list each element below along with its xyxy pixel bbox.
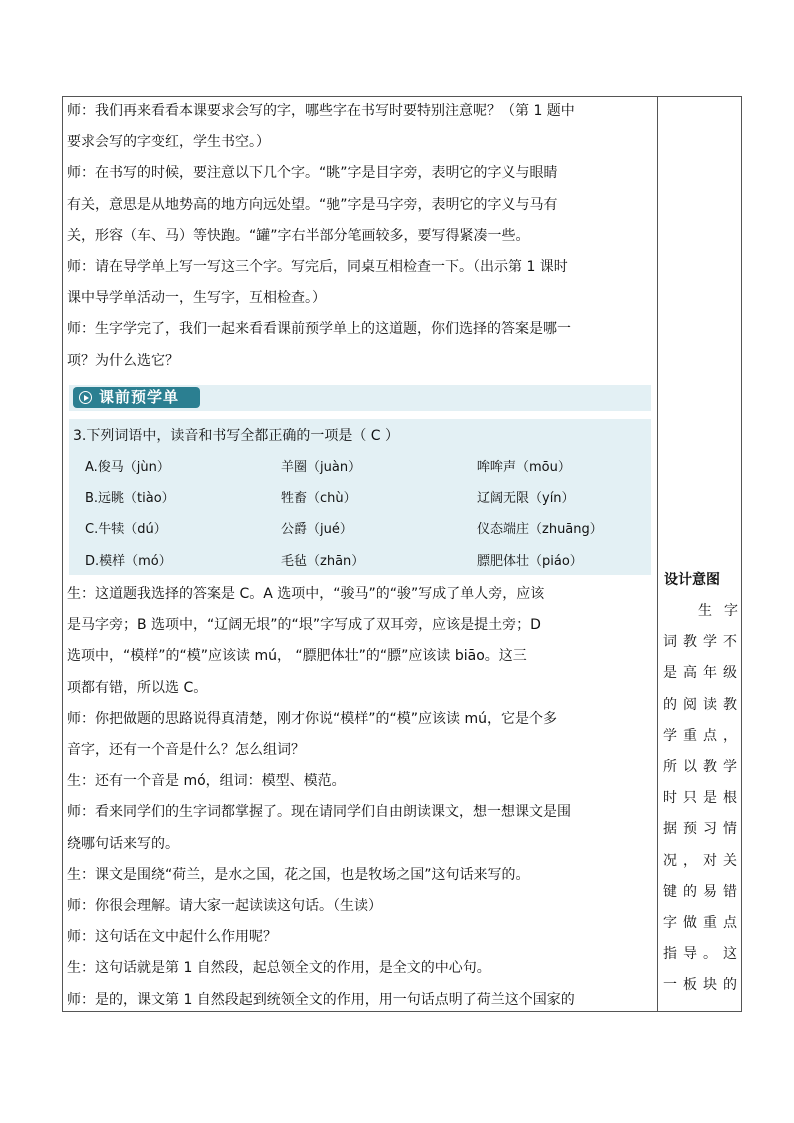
design-intent-line: 据预习情	[663, 821, 737, 838]
design-intent-line: 字做重点	[663, 915, 737, 931]
design-intent-title: 设计意图	[664, 572, 720, 588]
quiz-option: 毛毡（zhān）	[281, 553, 365, 569]
pre-study-label: 课前预学单	[99, 388, 180, 406]
quiz-option: 哞哞声（mōu）	[477, 460, 571, 475]
quiz-option: B.远眺（tiào）	[85, 491, 175, 507]
paragraph-line: 选项中，“模样”的“模”应该读 mú， “膘肥体壮”的“膘”应该读 biāo。这三	[67, 648, 527, 665]
paragraph-line: 师：我们再来看看本课要求会写的字，哪些字在书写时要特别注意呢？（第 1 题中	[67, 103, 575, 119]
design-intent-line: 况，对关	[663, 852, 737, 869]
lesson-table	[62, 96, 742, 1012]
quiz-option: D.模样（mó）	[85, 553, 172, 569]
quiz-box	[69, 419, 651, 575]
design-intent-line: 学重点，	[663, 727, 737, 744]
paragraph-line: 师：这句话在文中起什么作用呢？	[67, 929, 277, 946]
paragraph-line: 师：请在导学单上写一写这三个字。写完后，同桌互相检查一下。（出示第 1 课时	[67, 259, 568, 275]
design-intent-line: 指导。这	[663, 946, 737, 963]
paragraph-line: 项？为什么选它？	[67, 352, 179, 369]
paragraph-line: 师：你很会理解。请大家一起读读这句话。（生读）	[67, 898, 382, 914]
paragraph-line: 生：这道题我选择的答案是 C。A 选项中，“骏马”的“骏”写成了单人旁，应该	[67, 586, 545, 602]
paragraph-line: 生：这句话就是第 1 自然段，起总领全文的作用，是全文的中心句。	[67, 960, 491, 977]
pre-study-tag	[73, 387, 200, 408]
teaching-process-cell	[63, 97, 657, 1011]
design-intent-line: 一板块的	[663, 977, 737, 994]
paragraph-line: 师：是的，课文第 1 自然段起到统领全文的作用，用一句话点明了荷兰这个国家的	[67, 991, 575, 1008]
paragraph-line: 生：课文是围绕“荷兰，是水之国，花之国，也是牧场之国”这句话来写的。	[67, 866, 530, 883]
quiz-option: C.牛犊（dú）	[85, 522, 167, 538]
design-intent-line: 的阅读教	[663, 696, 737, 713]
play-circle-icon	[79, 391, 92, 404]
quiz-option: 辽阔无限（yín）	[477, 491, 575, 507]
quiz-stem: 3.下列词语中，读音和书写全都正确的一项是（ C ）	[73, 428, 400, 444]
paragraph-line: 有关，意思是从地势高的地方向远处望。“驰”字是马字旁，表明它的字义与马有	[67, 196, 558, 213]
paragraph-line: 关，形容（车、马）等快跑。“罐”字右半部分笔画较多，要写得紧凑一些。	[67, 227, 530, 244]
quiz-option: 羊圈（juàn）	[281, 460, 362, 475]
paragraph-line: 师：看来同学们的生字词都掌握了。现在请同学们自由朗读课文，想一想课文是围	[67, 804, 571, 821]
paragraph-line: 项都有错，所以选 C。	[67, 679, 208, 696]
paragraph-line: 音字，还有一个音是什么？怎么组词？	[67, 742, 305, 758]
design-intent-line: 是高年级	[663, 665, 737, 682]
quiz-option: A.俊马（jùn）	[85, 460, 170, 475]
paragraph-line: 生：还有一个音是 mó，组词：模型、模范。	[67, 773, 346, 790]
column-divider	[657, 97, 658, 1011]
paragraph-line: 绕哪句话来写的。	[67, 835, 179, 852]
pre-study-banner	[69, 385, 651, 411]
paragraph-line: 要求会写的字变红，学生书空。）	[67, 134, 270, 151]
paragraph-line: 师：在书写的时候，要注意以下几个字。“眺”字是目字旁，表明它的字义与眼睛	[67, 165, 558, 182]
design-intent-line: 所以教学	[663, 759, 737, 775]
paragraph-line: 师：你把做题的思路说得真清楚，刚才你说“模样”的“模”应该读 mú，它是个多	[67, 710, 557, 727]
quiz-option: 仪态端庄（zhuāng）	[477, 522, 603, 538]
design-intent-line: 键的易错	[663, 883, 737, 900]
paragraph-line: 是马字旁；B 选项中，“辽阔无垠”的“垠”字写成了双耳旁，应该是提土旁；D	[67, 617, 541, 634]
quiz-option: 牲畜（chù）	[281, 491, 357, 507]
quiz-option: 公爵（jué）	[281, 522, 353, 538]
paragraph-line: 师：生字学完了，我们一起来看看课前预学单上的这道题，你们选择的答案是哪一	[67, 321, 571, 338]
design-intent-line: 时只是根	[663, 790, 737, 807]
quiz-option: 膘肥体壮（piáo）	[477, 553, 583, 569]
design-intent-line: 词教学不	[663, 634, 737, 651]
paragraph-line: 课中导学单活动一，生写字，互相检查。）	[67, 290, 326, 307]
design-intent-line: 生字	[698, 603, 738, 619]
